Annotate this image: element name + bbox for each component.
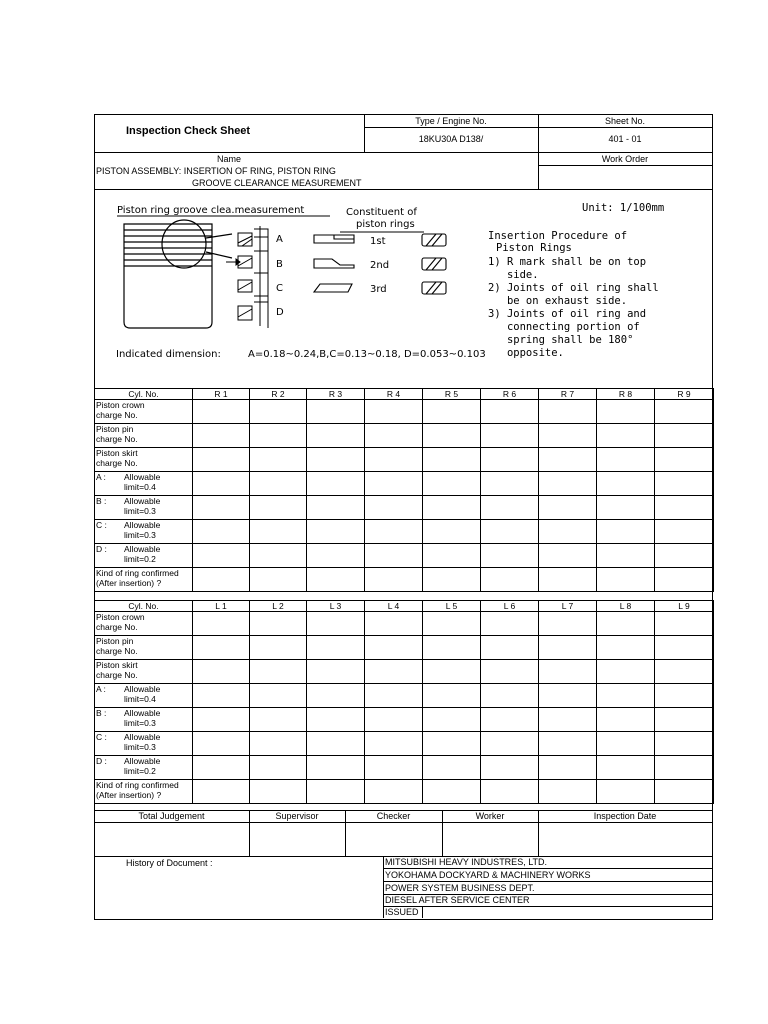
l-entry-cell[interactable] bbox=[423, 660, 481, 684]
r-row-label bbox=[95, 448, 193, 472]
r-cyl-label: Cyl. No. bbox=[95, 389, 193, 400]
unit-label: Unit: 1/100mm bbox=[582, 202, 665, 214]
r-entry-cell[interactable] bbox=[423, 544, 481, 568]
workorder-divider bbox=[538, 165, 712, 166]
l-entry-cell[interactable] bbox=[481, 732, 539, 756]
l-entry-cell[interactable] bbox=[193, 612, 250, 636]
r-col-9: R 9 bbox=[655, 389, 714, 400]
figure-caption: Piston ring groove clea.measurement bbox=[117, 205, 305, 216]
r-table-row bbox=[95, 424, 714, 448]
row-label-line-2: limit=0.3 bbox=[124, 506, 156, 516]
r-entry-cell[interactable] bbox=[597, 424, 655, 448]
l-entry-cell[interactable] bbox=[365, 660, 423, 684]
l-header-row bbox=[95, 601, 714, 612]
row-label-line-1: D : bbox=[96, 756, 107, 766]
l-entry-cell[interactable] bbox=[597, 756, 655, 780]
r-header-row bbox=[95, 389, 714, 400]
row-label-line-1: Piston pin bbox=[96, 424, 134, 434]
r-body bbox=[95, 400, 714, 592]
row-label-line-2: charge No. bbox=[96, 670, 138, 680]
procedure-line-5: 3) Joints of oil ring and bbox=[488, 308, 647, 320]
l-entry-cell[interactable] bbox=[193, 708, 250, 732]
r-entry-cell[interactable] bbox=[539, 568, 597, 592]
row-label-allowable: Allowable bbox=[124, 756, 161, 766]
r-entry-cell[interactable] bbox=[597, 400, 655, 424]
groove-detail-icon bbox=[226, 226, 268, 328]
row-label-line-1: B : bbox=[96, 496, 107, 506]
l-entry-cell[interactable] bbox=[481, 756, 539, 780]
r-entry-cell[interactable] bbox=[597, 472, 655, 496]
r-entry-cell[interactable] bbox=[423, 448, 481, 472]
r-entry-cell[interactable] bbox=[307, 568, 365, 592]
company-line-1: MITSUBISHI HEAVY INDUSTRES, LTD. bbox=[385, 857, 548, 867]
row-label-line-2: charge No. bbox=[96, 622, 138, 632]
l-entry-cell[interactable] bbox=[481, 612, 539, 636]
l-body bbox=[95, 612, 714, 804]
procedure-line-1: 1) R mark shall be on top bbox=[488, 256, 647, 268]
l-col-2: L 2 bbox=[250, 601, 307, 612]
r-entry-cell[interactable] bbox=[597, 544, 655, 568]
ring-name-1: 1st bbox=[370, 236, 386, 247]
row-label-line-1: A : bbox=[96, 684, 106, 694]
r-entry-cell[interactable] bbox=[193, 424, 250, 448]
company-line-4: DIESEL AFTER SERVICE CENTER bbox=[385, 895, 530, 905]
l-col-8: L 8 bbox=[597, 601, 655, 612]
r-entry-cell[interactable] bbox=[423, 424, 481, 448]
r-entry-cell[interactable] bbox=[539, 424, 597, 448]
r-col-7: R 7 bbox=[539, 389, 597, 400]
work-order-label: Work Order bbox=[601, 154, 649, 164]
row-label-line-2: limit=0.3 bbox=[124, 718, 156, 728]
row-label-line-1: Kind of ring confirmed bbox=[96, 568, 179, 578]
procedure-line-8: opposite. bbox=[488, 347, 564, 359]
r-entry-cell[interactable] bbox=[597, 568, 655, 592]
l-entry-cell[interactable] bbox=[250, 636, 307, 660]
issued-divider bbox=[422, 906, 423, 918]
l-entry-cell[interactable] bbox=[423, 780, 481, 804]
l-entry-cell[interactable] bbox=[193, 636, 250, 660]
total-judgement-label: Total Judgement bbox=[138, 811, 205, 821]
l-entry-cell[interactable] bbox=[193, 684, 250, 708]
r-entry-cell[interactable] bbox=[597, 448, 655, 472]
l-entry-cell[interactable] bbox=[597, 708, 655, 732]
l-table-row bbox=[95, 684, 714, 708]
indicated-dimension-label: Indicated dimension: bbox=[116, 349, 221, 360]
procedure-line-4: be on exhaust side. bbox=[488, 295, 628, 307]
row-label-line-1: C : bbox=[96, 732, 107, 742]
l-col-1: L 1 bbox=[193, 601, 250, 612]
r-entry-cell[interactable] bbox=[365, 544, 423, 568]
l-entry-cell[interactable] bbox=[597, 636, 655, 660]
row-label-line-1: Kind of ring confirmed bbox=[96, 780, 179, 790]
r-entry-cell[interactable] bbox=[193, 544, 250, 568]
r-row-label bbox=[95, 496, 193, 520]
constituent-title-2: piston rings bbox=[356, 219, 415, 230]
row-label-line-2: charge No. bbox=[96, 434, 138, 444]
r-entry-cell[interactable] bbox=[250, 472, 307, 496]
r-entry-cell[interactable] bbox=[307, 472, 365, 496]
row-label-allowable: Allowable bbox=[124, 732, 161, 742]
r-entry-cell[interactable] bbox=[307, 400, 365, 424]
l-entry-cell[interactable] bbox=[481, 636, 539, 660]
l-entry-cell[interactable] bbox=[193, 660, 250, 684]
row-label-line-1: A : bbox=[96, 472, 106, 482]
footer-label-divider bbox=[94, 822, 712, 823]
r-entry-cell[interactable] bbox=[655, 520, 714, 544]
l-entry-cell[interactable] bbox=[481, 660, 539, 684]
r-entry-cell[interactable] bbox=[423, 568, 481, 592]
r-entry-cell[interactable] bbox=[655, 424, 714, 448]
r-entry-cell[interactable] bbox=[481, 448, 539, 472]
r-entry-cell[interactable] bbox=[481, 400, 539, 424]
l-entry-cell[interactable] bbox=[365, 780, 423, 804]
l-entry-cell[interactable] bbox=[365, 708, 423, 732]
l-row-label bbox=[95, 732, 193, 756]
r-entry-cell[interactable] bbox=[365, 400, 423, 424]
row-label-line-2: (After insertion) ? bbox=[96, 578, 162, 588]
row-label-line-2: charge No. bbox=[96, 646, 138, 656]
r-row-label bbox=[95, 544, 193, 568]
l-entry-cell[interactable] bbox=[539, 612, 597, 636]
l-row-label bbox=[95, 636, 193, 660]
inspection-date-label: Inspection Date bbox=[593, 811, 657, 821]
l-entry-cell[interactable] bbox=[365, 684, 423, 708]
r-entry-cell[interactable] bbox=[193, 520, 250, 544]
diagram-panel bbox=[108, 196, 690, 368]
type-value: 18KU30A D138/ bbox=[418, 134, 484, 144]
company-rule-2 bbox=[383, 881, 712, 882]
r-col-3: R 3 bbox=[307, 389, 365, 400]
l-entry-cell[interactable] bbox=[655, 708, 714, 732]
l-entry-cell[interactable] bbox=[365, 612, 423, 636]
l-col-7: L 7 bbox=[539, 601, 597, 612]
r-col-8: R 8 bbox=[597, 389, 655, 400]
ring-name-2: 2nd bbox=[370, 260, 390, 271]
l-cyl-label: Cyl. No. bbox=[95, 601, 193, 612]
l-entry-cell[interactable] bbox=[539, 780, 597, 804]
r-table-row bbox=[95, 520, 714, 544]
r-entry-cell[interactable] bbox=[539, 520, 597, 544]
r-row-label bbox=[95, 400, 193, 424]
groove-letter-a: A bbox=[276, 234, 283, 245]
r-entry-cell[interactable] bbox=[481, 496, 539, 520]
l-entry-cell[interactable] bbox=[597, 612, 655, 636]
l-entry-cell[interactable] bbox=[539, 708, 597, 732]
l-entry-cell[interactable] bbox=[307, 612, 365, 636]
l-entry-cell[interactable] bbox=[423, 756, 481, 780]
r-row-label bbox=[95, 520, 193, 544]
l-entry-cell[interactable] bbox=[365, 732, 423, 756]
r-entry-cell[interactable] bbox=[655, 448, 714, 472]
groove-letter-d: D bbox=[276, 307, 284, 318]
company-line-3: POWER SYSTEM BUSINESS DEPT. bbox=[385, 883, 535, 893]
l-row-label bbox=[95, 708, 193, 732]
l-entry-cell[interactable] bbox=[597, 660, 655, 684]
l-entry-cell[interactable] bbox=[250, 780, 307, 804]
r-table-row bbox=[95, 400, 714, 424]
row-label-line-2: (After insertion) ? bbox=[96, 790, 162, 800]
name-line-1: PISTON ASSEMBLY: INSERTION OF RING, PISTON RING bbox=[96, 166, 336, 176]
procedure-line-3: 2) Joints of oil ring shall bbox=[488, 282, 659, 294]
r-col-5: R 5 bbox=[423, 389, 481, 400]
row-label-line-2: limit=0.2 bbox=[124, 766, 156, 776]
r-entry-cell[interactable] bbox=[481, 544, 539, 568]
r-col-6: R 6 bbox=[481, 389, 539, 400]
r-entry-cell[interactable] bbox=[307, 544, 365, 568]
r-entry-cell[interactable] bbox=[365, 496, 423, 520]
l-entry-cell[interactable] bbox=[655, 684, 714, 708]
l-table-row bbox=[95, 660, 714, 684]
r-entry-cell[interactable] bbox=[307, 520, 365, 544]
l-table-row bbox=[95, 756, 714, 780]
l-entry-cell[interactable] bbox=[655, 660, 714, 684]
procedure-title-1: Insertion Procedure of bbox=[488, 230, 628, 242]
r-entry-cell[interactable] bbox=[365, 472, 423, 496]
r-entry-cell[interactable] bbox=[597, 496, 655, 520]
r-entry-cell[interactable] bbox=[655, 400, 714, 424]
r-entry-cell[interactable] bbox=[539, 400, 597, 424]
groove-letter-c: C bbox=[276, 283, 283, 294]
procedure-line-2: side. bbox=[488, 269, 539, 281]
l-entry-cell[interactable] bbox=[539, 660, 597, 684]
row-label-line-2: limit=0.3 bbox=[124, 530, 156, 540]
company-block-left bbox=[383, 856, 384, 918]
r-entry-cell[interactable] bbox=[539, 544, 597, 568]
r-entry-cell[interactable] bbox=[193, 472, 250, 496]
l-entry-cell[interactable] bbox=[597, 684, 655, 708]
r-entry-cell[interactable] bbox=[481, 424, 539, 448]
name-bottom bbox=[94, 189, 712, 190]
l-entry-cell[interactable] bbox=[423, 612, 481, 636]
l-entry-cell[interactable] bbox=[423, 636, 481, 660]
r-entry-cell[interactable] bbox=[250, 568, 307, 592]
r-entry-cell[interactable] bbox=[193, 400, 250, 424]
l-entry-cell[interactable] bbox=[307, 780, 365, 804]
l-entry-cell[interactable] bbox=[655, 780, 714, 804]
history-label: History of Document : bbox=[126, 858, 213, 868]
l-entry-cell[interactable] bbox=[597, 780, 655, 804]
r-table-row bbox=[95, 544, 714, 568]
r-entry-cell[interactable] bbox=[481, 520, 539, 544]
r-entry-cell[interactable] bbox=[423, 496, 481, 520]
r-entry-cell[interactable] bbox=[365, 424, 423, 448]
row-label-line-1: B : bbox=[96, 708, 107, 718]
row-label-line-2: limit=0.4 bbox=[124, 694, 156, 704]
row-label-line-1: D : bbox=[96, 544, 107, 554]
row-label-line-1: Piston skirt bbox=[96, 448, 138, 458]
r-entry-cell[interactable] bbox=[423, 472, 481, 496]
r-entry-cell[interactable] bbox=[307, 496, 365, 520]
l-row-label bbox=[95, 660, 193, 684]
l-entry-cell[interactable] bbox=[655, 732, 714, 756]
r-entry-cell[interactable] bbox=[307, 448, 365, 472]
l-table-row bbox=[95, 732, 714, 756]
l-entry-cell[interactable] bbox=[250, 684, 307, 708]
r-entry-cell[interactable] bbox=[539, 448, 597, 472]
r-entry-cell[interactable] bbox=[423, 400, 481, 424]
l-entry-cell[interactable] bbox=[481, 708, 539, 732]
procedure-title-2: Piston Rings bbox=[496, 242, 572, 254]
ring-name-3: 3rd bbox=[370, 284, 387, 295]
r-entry-cell[interactable] bbox=[307, 424, 365, 448]
name-label: Name bbox=[216, 154, 241, 164]
l-entry-cell[interactable] bbox=[250, 660, 307, 684]
r-entry-cell[interactable] bbox=[365, 568, 423, 592]
r-entry-cell[interactable] bbox=[655, 544, 714, 568]
l-entry-cell[interactable] bbox=[250, 756, 307, 780]
r-table-row bbox=[95, 448, 714, 472]
l-entry-cell[interactable] bbox=[250, 708, 307, 732]
company-rule-4 bbox=[383, 906, 712, 907]
r-col-1: R 1 bbox=[193, 389, 250, 400]
r-entry-cell[interactable] bbox=[655, 496, 714, 520]
l-col-3: L 3 bbox=[307, 601, 365, 612]
row-label-line-2: limit=0.3 bbox=[124, 742, 156, 752]
l-entry-cell[interactable] bbox=[193, 732, 250, 756]
l-col-6: L 6 bbox=[481, 601, 539, 612]
l-entry-cell[interactable] bbox=[307, 732, 365, 756]
row-label-line-2: limit=0.2 bbox=[124, 554, 156, 564]
company-line-2: YOKOHAMA DOCKYARD & MACHINERY WORKS bbox=[385, 870, 591, 880]
r-table-row bbox=[95, 472, 714, 496]
l-col-4: L 4 bbox=[365, 601, 423, 612]
l-entry-cell[interactable] bbox=[250, 732, 307, 756]
sheet-no-label: Sheet No. bbox=[604, 116, 646, 126]
sheet-title: Inspection Check Sheet bbox=[126, 125, 251, 137]
row-label-line-1: Piston pin bbox=[96, 636, 134, 646]
constituent-title-1: Constituent of bbox=[346, 207, 417, 218]
sheet-no-value: 401 - 01 bbox=[608, 134, 642, 144]
row-label-line-2: limit=0.4 bbox=[124, 482, 156, 492]
l-table-row bbox=[95, 708, 714, 732]
l-entry-cell[interactable] bbox=[655, 612, 714, 636]
r-row-label bbox=[95, 424, 193, 448]
inspection-sheet bbox=[94, 114, 712, 919]
l-entry-cell[interactable] bbox=[250, 612, 307, 636]
l-entry-cell[interactable] bbox=[365, 636, 423, 660]
supervisor-label: Supervisor bbox=[275, 811, 319, 821]
l-entry-cell[interactable] bbox=[481, 684, 539, 708]
r-row-label bbox=[95, 472, 193, 496]
row-label-allowable: Allowable bbox=[124, 708, 161, 718]
row-label-line-1: Piston crown bbox=[96, 400, 145, 410]
groove-letter-b: B bbox=[276, 259, 283, 270]
r-entry-cell[interactable] bbox=[481, 568, 539, 592]
r-cylinder-table bbox=[94, 388, 714, 592]
row-label-allowable: Allowable bbox=[124, 684, 161, 694]
row-label-line-2: charge No. bbox=[96, 410, 138, 420]
row-label-line-2: charge No. bbox=[96, 458, 138, 468]
r-entry-cell[interactable] bbox=[655, 568, 714, 592]
r-entry-cell[interactable] bbox=[539, 472, 597, 496]
l-cylinder-table bbox=[94, 600, 714, 804]
l-entry-cell[interactable] bbox=[365, 756, 423, 780]
l-entry-cell[interactable] bbox=[193, 756, 250, 780]
l-row-label bbox=[95, 756, 193, 780]
l-entry-cell[interactable] bbox=[539, 636, 597, 660]
r-entry-cell[interactable] bbox=[481, 472, 539, 496]
r-entry-cell[interactable] bbox=[365, 448, 423, 472]
l-entry-cell[interactable] bbox=[539, 684, 597, 708]
row-label-line-1: Piston crown bbox=[96, 612, 145, 622]
r-entry-cell[interactable] bbox=[539, 496, 597, 520]
r-table-row bbox=[95, 496, 714, 520]
piston-body-icon bbox=[124, 220, 232, 328]
l-entry-cell[interactable] bbox=[307, 708, 365, 732]
l-table-row bbox=[95, 780, 714, 804]
row-label-allowable: Allowable bbox=[124, 472, 161, 482]
r-entry-cell[interactable] bbox=[250, 400, 307, 424]
procedure-line-7: spring shall be 180° bbox=[488, 334, 634, 346]
r-entry-cell[interactable] bbox=[655, 472, 714, 496]
l-col-5: L 5 bbox=[423, 601, 481, 612]
row-label-allowable: Allowable bbox=[124, 544, 161, 554]
l-entry-cell[interactable] bbox=[423, 708, 481, 732]
row-label-line-1: Piston skirt bbox=[96, 660, 138, 670]
r-entry-cell[interactable] bbox=[250, 424, 307, 448]
l-entry-cell[interactable] bbox=[307, 660, 365, 684]
r-entry-cell[interactable] bbox=[423, 520, 481, 544]
row-label-allowable: Allowable bbox=[124, 496, 161, 506]
l-row-label bbox=[95, 684, 193, 708]
row-label-allowable: Allowable bbox=[124, 520, 161, 530]
l-table-row bbox=[95, 636, 714, 660]
worker-label: Worker bbox=[475, 811, 505, 821]
r-col-2: R 2 bbox=[250, 389, 307, 400]
r-entry-cell[interactable] bbox=[193, 496, 250, 520]
r-entry-cell[interactable] bbox=[365, 520, 423, 544]
l-entry-cell[interactable] bbox=[655, 636, 714, 660]
l-entry-cell[interactable] bbox=[307, 636, 365, 660]
l-entry-cell[interactable] bbox=[307, 684, 365, 708]
l-entry-cell[interactable] bbox=[655, 756, 714, 780]
row-label-line-1: C : bbox=[96, 520, 107, 530]
l-entry-cell[interactable] bbox=[539, 732, 597, 756]
r-col-4: R 4 bbox=[365, 389, 423, 400]
l-entry-cell[interactable] bbox=[481, 780, 539, 804]
r-entry-cell[interactable] bbox=[250, 496, 307, 520]
r-row-label bbox=[95, 568, 193, 592]
r-entry-cell[interactable] bbox=[597, 520, 655, 544]
name-line-2: GROOVE CLEARANCE MEASUREMENT bbox=[192, 178, 362, 188]
r-entry-cell[interactable] bbox=[250, 448, 307, 472]
company-line-5: ISSUED bbox=[385, 907, 419, 917]
l-entry-cell[interactable] bbox=[597, 732, 655, 756]
l-entry-cell[interactable] bbox=[423, 684, 481, 708]
l-table-row bbox=[95, 612, 714, 636]
procedure-line-6: connecting portion of bbox=[488, 321, 640, 333]
r-entry-cell[interactable] bbox=[193, 448, 250, 472]
l-row-label bbox=[95, 612, 193, 636]
l-row-label bbox=[95, 780, 193, 804]
company-rule-1 bbox=[383, 868, 712, 869]
l-col-9: L 9 bbox=[655, 601, 714, 612]
l-entry-cell[interactable] bbox=[539, 756, 597, 780]
l-entry-cell[interactable] bbox=[423, 732, 481, 756]
r-entry-cell[interactable] bbox=[193, 568, 250, 592]
header-bottom bbox=[94, 152, 712, 153]
r-entry-cell[interactable] bbox=[250, 544, 307, 568]
checker-label: Checker bbox=[376, 811, 411, 821]
indicated-dimension-value: A=0.18~0.24,B,C=0.13~0.18, D=0.053~0.103 bbox=[248, 349, 486, 360]
l-entry-cell[interactable] bbox=[307, 756, 365, 780]
r-table-row bbox=[95, 568, 714, 592]
r-entry-cell[interactable] bbox=[250, 520, 307, 544]
l-entry-cell[interactable] bbox=[193, 780, 250, 804]
type-label: Type / Engine No. bbox=[415, 116, 487, 126]
